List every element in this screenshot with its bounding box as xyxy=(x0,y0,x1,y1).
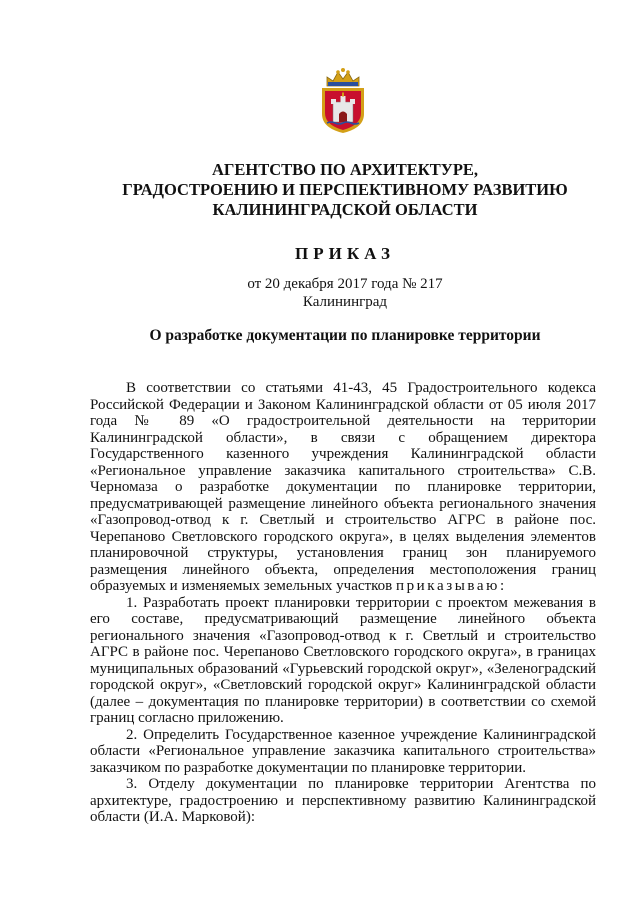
kaliningrad-coat-of-arms-icon xyxy=(318,66,368,134)
order-city: Калининград xyxy=(302,294,388,310)
order-date-number: от 20 декабря 2017 года № 217 xyxy=(247,276,443,292)
agency-name-line-1: АГЕНТСТВО ПО АРХИТЕКТУРЕ, xyxy=(211,160,479,179)
agency-name-line-2: ГРАДОСТРОЕНИЮ И ПЕРСПЕКТИВНОМУ РАЗВИТИЮ xyxy=(122,180,568,199)
agency-name-line-3: КАЛИНИНГРАДСКОЙ ОБЛАСТИ xyxy=(212,200,478,219)
agency-name xyxy=(90,160,600,220)
item-3-paragraph: 3. Отделу документации по планировке территории Агентства по архитектуре, градостроению и перспективному развитию Калининградской области (И.А. Марковой): xyxy=(90,776,596,825)
intro-command: приказываю: xyxy=(395,578,507,594)
intro-text: В соответствии со статьями 41-43, 45 Градостроительного кодекса Российской Федерации и Законом Калининградской области от 05 июля 2017 года № 89 «О градостроительной деятельности на территории Калининградской области», в связи с обращением директора Государственного казенного учреждения Калининградской области «Региональное управление заказчика капитального строительства» С.В. Черномаза о разработке документации по планировке территории, предусматривающей размещение линейного объекта регионального значения «Газопровод-отвод к г. Светлый и строительство АГРС в районе пос. Черепаново Светловского городского округа», в целях выделения элементов планировочной структуры, установления границ зон планируемого размещения линейного объекта, определения местоположения границ образуемых и изменяемых земельных участков xyxy=(90,380,596,594)
order-body xyxy=(90,380,596,826)
order-subject: О разработке документации по планировке территории xyxy=(149,327,541,344)
intro-paragraph xyxy=(90,380,596,595)
item-1-paragraph: 1. Разработать проект планировки территории с проектом межевания в его составе, предусматривающий размещение линейного объекта регионального значения «Газопровод-отвод к г. Светлый и строительство АГРС в районе пос. Черепаново Светловского городского округа», в границах муниципальных образований «Гурьевский городской округ», «Зеленоградский городской округ», «Светловский городской округ» Калининградской области (далее – документация по планировке территории) в соответствии со схемой границ согласно приложению. xyxy=(90,594,596,726)
order-title: ПРИКАЗ xyxy=(295,244,395,263)
item-2-paragraph: 2. Определить Государственное казенное учреждение Калининградской области «Региональное управление заказчика капитального строительства» заказчиком по разработке документации по планировке территории. xyxy=(90,726,596,776)
